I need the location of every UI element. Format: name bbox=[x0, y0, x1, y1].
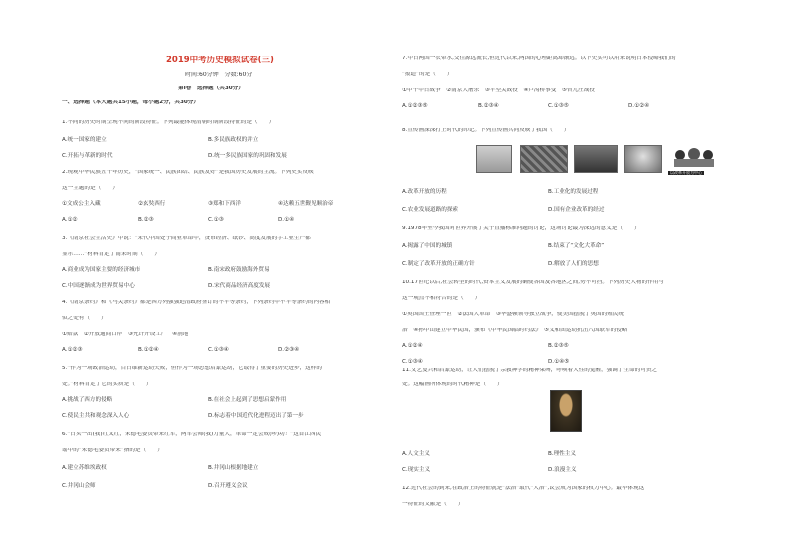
q7-option-d: D.①②④ bbox=[628, 103, 650, 109]
painting-image bbox=[550, 390, 582, 432]
poster-image-5 bbox=[670, 145, 718, 171]
poster-strip bbox=[476, 145, 756, 173]
q11-option-d: D.浪漫主义 bbox=[548, 467, 577, 473]
question-10: 10.17世纪以后,社会转型的时代,资本主义发展的确使各国及各地区之间,势不可挡。下列历史人物的作用与 bbox=[402, 280, 664, 285]
q3-option-a: A.商业成为国家主要的经济城市 bbox=[62, 267, 141, 273]
q7-items: ①甲午中日战争 ②南京大屠杀 ③平型关战役 ④卢沟桥事变 ⑤台儿庄战役 bbox=[402, 88, 595, 93]
q2-option-d: D.①④ bbox=[278, 217, 295, 223]
question-4-cont: 似之处有（ ） bbox=[62, 316, 107, 321]
question-3: 3.《南京社会生活史》中说：“宋代中国处于商业革命中，货币经济、纸钞、高度发展的手工业生产都 bbox=[62, 236, 311, 241]
q7-option-a: A.①②③⑤ bbox=[402, 103, 428, 109]
question-8: 8.宣传画深深打上时代的印记。下列宣传画共同反映了我国（ ） bbox=[402, 128, 570, 133]
q1-option-c: C.开拓与革新的时代 bbox=[62, 153, 113, 159]
poster-image-1 bbox=[476, 145, 512, 173]
question-11: 11.文艺复兴和启蒙运动，让人们摆脱了宗教神学的精神束缚，呼唤着人性的觉醒，强调了生命的可贵之 bbox=[402, 368, 658, 373]
question-2-cont: 这一主题的是（ ） bbox=[62, 186, 118, 191]
q3-option-c: C.中国逐渐成为世界贸易中心 bbox=[62, 283, 135, 289]
section-heading: 一、选择题（本大题共15小题，每小题2分，共30分） bbox=[62, 100, 199, 105]
q11-option-b: B.理性主义 bbox=[548, 451, 576, 457]
poster-image-2 bbox=[520, 145, 568, 173]
question-6-cont: 谣中的“朱德毛委员带来”指的是（ ） bbox=[62, 448, 163, 453]
q10-option-c: C.①③④ bbox=[402, 359, 423, 365]
part-heading: 第Ⅰ卷 选择题（共30分） bbox=[178, 86, 244, 91]
question-7-cont: “报道”的是（ ） bbox=[402, 72, 453, 77]
q9-option-c: C.制定了改革开放的正确方针 bbox=[402, 261, 475, 267]
q10-items-cont: 治 ④孙中山建立中华民国，颁布《中华民国临时约法》 ⑤义和团运动抗击八国联军的侵略 bbox=[402, 328, 628, 333]
q2-option-a: A.①② bbox=[62, 217, 78, 223]
question-7: 7.中日两国一衣带水,交往源远流长,但近代以来,两国的心理距离却渐远。以下史实可以用来说明日本侵略我们的 bbox=[402, 56, 676, 61]
q4-option-d: D.②③④ bbox=[278, 347, 300, 353]
q4-option-a: A.①②③ bbox=[62, 347, 83, 353]
q6-option-b: B.井冈山根据地建立 bbox=[208, 465, 259, 471]
q5-option-c: C.使民主共和观念深入人心 bbox=[62, 413, 130, 419]
q3-option-d: D.宋代商品经济高度发展 bbox=[208, 283, 271, 289]
q11-option-a: A.人文主义 bbox=[402, 451, 430, 457]
q4-items: ①赔款 ②开放通商口岸 ③允许开设工厂 ④割地 bbox=[62, 332, 189, 337]
exam-meta: 时间:60分钟 分数:60分 bbox=[185, 72, 253, 78]
q1-option-d: D.统一多民族国家的巩固和发展 bbox=[208, 153, 287, 159]
q7-option-c: C.①③⑤ bbox=[548, 103, 569, 109]
question-9: 9.1978年至今我国对世界开展了关于直播标准问题的讨论，这场讨论最为深远的意义是（ ） bbox=[402, 226, 640, 231]
q5-option-b: B.在社会上起到了思想启蒙作用 bbox=[208, 397, 287, 403]
question-5: 5.“作为一场政治运动，百日维新运动失败，但作为一场思想启蒙运动，它取得了重要的历史进步，这样的 bbox=[62, 366, 322, 371]
question-2: 2.现观中华民族五千年历史，“国家统一、民族团结、民族友好”是我国历史发展的主流。下列史实反映 bbox=[62, 170, 314, 175]
q2-item-2: ②玄奘西行 bbox=[138, 201, 166, 207]
question-10-cont: 这一观点不相符合的是（ ） bbox=[402, 296, 481, 301]
question-11-cont: 处。这幅画所体现的时代精神是（ ） bbox=[402, 382, 503, 387]
q10-option-a: A.①②④ bbox=[402, 343, 423, 349]
q5-option-d: D.标志着中国近代化进程迈出了第一步 bbox=[208, 413, 304, 419]
q10-items: ①英国国王查理一世 ②法国大革命 ③华盛顿领导独立战争，使美国摆脱了英国的殖民统 bbox=[402, 312, 625, 317]
question-12-cont: 一特征的文献是（ ） bbox=[402, 502, 464, 507]
q3-option-b: B.南宋政府鼓励海外贸易 bbox=[208, 267, 270, 273]
q5-option-a: A.挑战了西方的侵略 bbox=[62, 397, 113, 403]
q9-option-b: B.结束了“文化大革命” bbox=[548, 243, 605, 249]
q2-item-1: ①文成公主入藏 bbox=[62, 201, 101, 207]
q8-option-a: A.改革开放的历程 bbox=[402, 189, 447, 195]
question-5-cont: 处。”材料肯定了它的实质是（ ） bbox=[62, 382, 152, 387]
question-3-cont: 显示……”材料肯定了南宋时期（ ） bbox=[62, 252, 160, 257]
poster-image-4 bbox=[624, 145, 662, 173]
poster-image-3 bbox=[574, 145, 618, 173]
q11-option-c: C.现实主义 bbox=[402, 467, 431, 473]
q4-option-c: C.①③④ bbox=[208, 347, 229, 353]
q7-option-b: B.②③④ bbox=[478, 103, 499, 109]
question-4: 4.《南京条约》和《马关条约》都是西方列强强迫清政府签订的不平等条约，下列条约中不平等条约的内容相 bbox=[62, 300, 331, 305]
exam-title: 2019中考历史模拟试卷(三) bbox=[166, 56, 274, 65]
q2-item-4: ④达赖五世觐见顺治帝 bbox=[278, 201, 334, 207]
q1-option-a: A.统一国家的建立 bbox=[62, 137, 107, 143]
q1-option-b: B.多民族政权的并立 bbox=[208, 137, 259, 143]
q8-option-b: B.工业化的发展过程 bbox=[548, 189, 599, 195]
q6-option-c: C.井冈山会师 bbox=[62, 483, 96, 489]
q6-option-a: A.建立苏维埃政权 bbox=[62, 465, 107, 471]
q2-item-3: ③郑和下西洋 bbox=[208, 201, 241, 207]
q8-option-c: C.农业发展道路的探索 bbox=[402, 207, 459, 213]
q8-option-d: D.国有企业改革的经过 bbox=[548, 207, 605, 213]
question-12: 12.近代社会的到来,在政治上的特征就是“法治”取代“人治”,议会成为国家的权力中心。最早体现这 bbox=[402, 486, 645, 491]
q6-option-d: D.召开遵义会议 bbox=[208, 483, 248, 489]
question-6: 6.“日头一出(我)红又红，朱德毛委员带来红军，两军会师(我)力量大，革命一定会成(啰)功！”这首江西民 bbox=[62, 432, 322, 437]
q9-option-d: D.解放了人们的思想 bbox=[548, 261, 599, 267]
q10-option-b: B.②③⑤ bbox=[548, 343, 569, 349]
question-1: 1.不同的历史时期呈现不同的阶段特征。下列最能体现清朝时期阶段特征的是（ ） bbox=[62, 120, 275, 125]
poster-caption: 以改革开放为中心 bbox=[670, 170, 702, 175]
q2-option-c: C.①③ bbox=[208, 217, 224, 223]
q9-option-a: A.揭露了中国的城镇 bbox=[402, 243, 453, 249]
q10-option-d: D.①④⑤ bbox=[548, 359, 570, 365]
q4-option-b: B.①②④ bbox=[138, 347, 159, 353]
q2-option-b: B.②③ bbox=[138, 217, 154, 223]
